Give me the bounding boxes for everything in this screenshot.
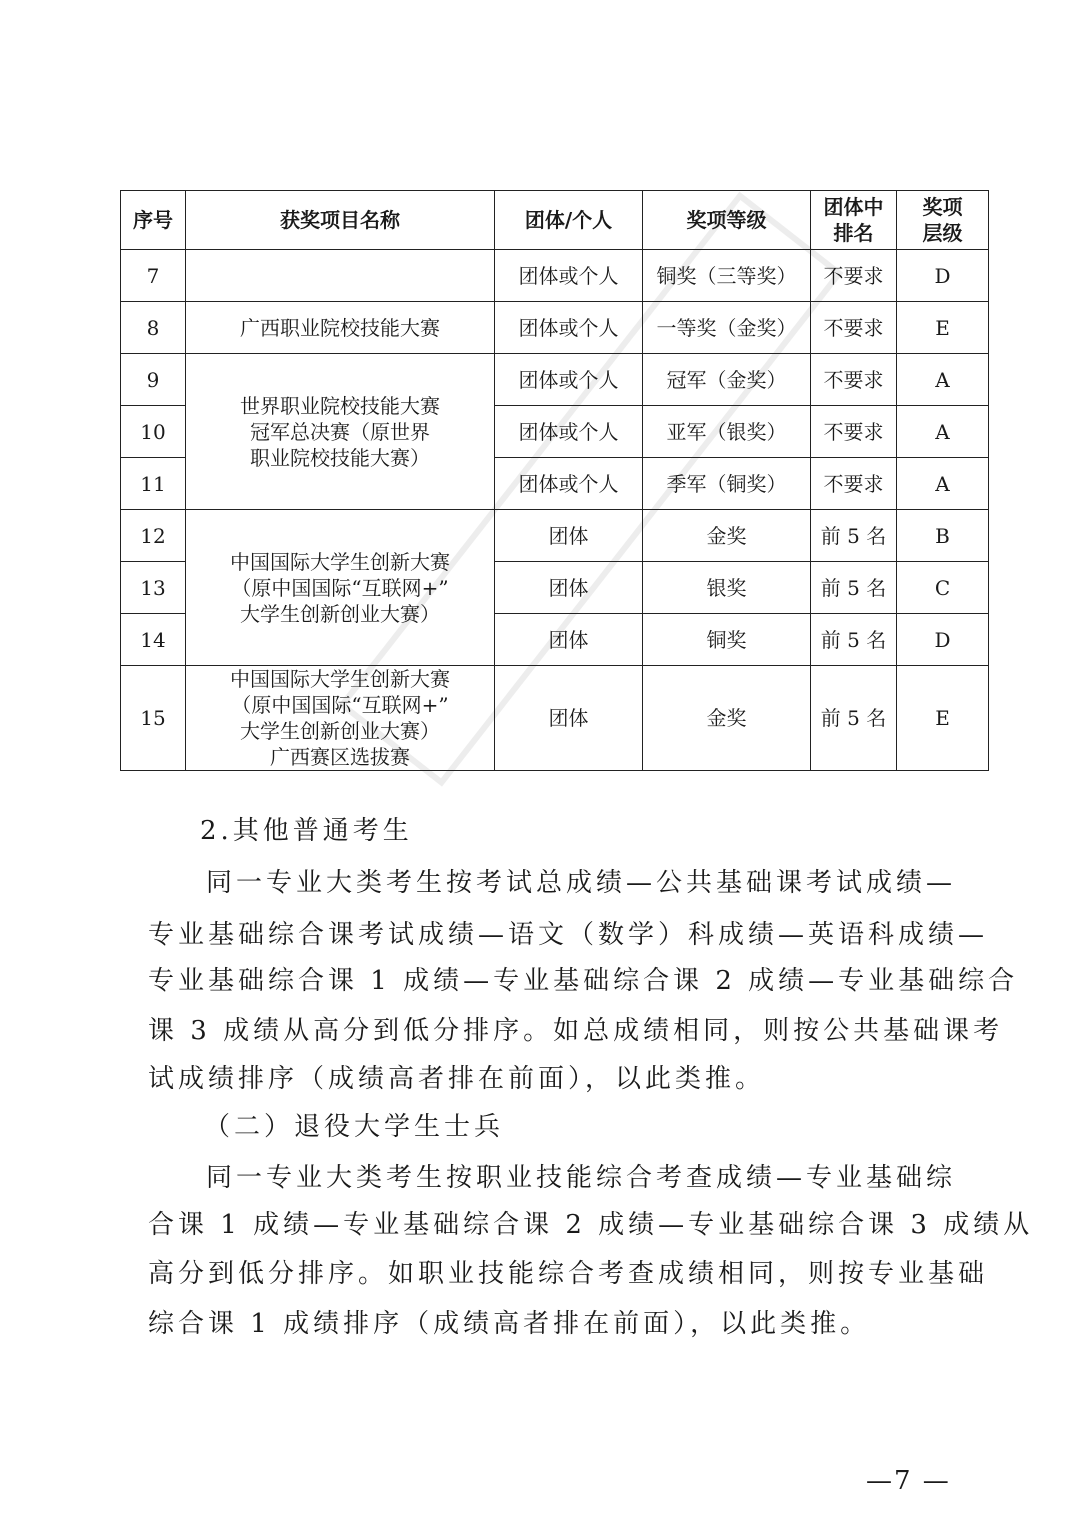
header-award-grade: 奖项等级 [643, 191, 811, 250]
cell-level: D [897, 250, 989, 302]
cell-team: 团体或个人 [495, 458, 643, 510]
cell-grade: 金奖 [643, 510, 811, 562]
cell-level: C [897, 562, 989, 614]
table-header-row [121, 191, 989, 250]
cell-name-guangxi: 中国国际大学生创新大赛 （原中国国际“互联网+” 大学生创新创业大赛） 广西赛区选拔赛 [186, 666, 495, 771]
awards-table [120, 190, 989, 771]
cell-team: 团体 [495, 614, 643, 666]
cell-name-china: 中国国际大学生创新大赛 （原中国国际“互联网+” 大学生创新创业大赛） [186, 510, 495, 666]
cell-team: 团体或个人 [495, 250, 643, 302]
cell-name: 广西职业院校技能大赛 [186, 302, 495, 354]
cell-level: A [897, 354, 989, 406]
cell-no: 11 [121, 458, 186, 510]
cell-rank: 前 5 名 [811, 510, 897, 562]
cell-level: A [897, 458, 989, 510]
cell-level: D [897, 614, 989, 666]
cell-rank: 不要求 [811, 458, 897, 510]
cell-rank: 不要求 [811, 354, 897, 406]
table-row [121, 302, 989, 354]
cell-team: 团体或个人 [495, 302, 643, 354]
cell-rank: 不要求 [811, 302, 897, 354]
paragraph-line: 综合课 1 成绩排序（成绩高者排在前面），以此类推。 [148, 1309, 871, 1339]
table-row [121, 510, 989, 562]
table-row [121, 666, 989, 771]
cell-no: 14 [121, 614, 186, 666]
cell-no: 13 [121, 562, 186, 614]
cell-team: 团体或个人 [495, 354, 643, 406]
header-team-individual: 团体/个人 [495, 191, 643, 250]
cell-name-empty [186, 250, 495, 302]
cell-level: E [897, 302, 989, 354]
cell-no: 12 [121, 510, 186, 562]
paragraph-line: 高分到低分排序。如职业技能综合考查成绩相同，则按专业基础 [148, 1259, 989, 1289]
cell-level: B [897, 510, 989, 562]
cell-team: 团体 [495, 666, 643, 771]
header-award-level: 奖项 层级 [897, 191, 989, 250]
section-heading: 2.其他普通考生 [200, 816, 413, 846]
cell-rank: 前 5 名 [811, 666, 897, 771]
cell-no: 8 [121, 302, 186, 354]
paragraph-line: 同一专业大类考生按职业技能综合考查成绩—专业基础综 [206, 1163, 957, 1193]
paragraph-line: 同一专业大类考生按考试总成绩—公共基础课考试成绩— [206, 868, 957, 898]
header-project-name: 获奖项目名称 [186, 191, 495, 250]
table-row [121, 354, 989, 406]
cell-no: 7 [121, 250, 186, 302]
cell-grade: 铜奖（三等奖） [643, 250, 811, 302]
cell-no: 9 [121, 354, 186, 406]
cell-grade: 一等奖（金奖） [643, 302, 811, 354]
cell-rank: 不要求 [811, 250, 897, 302]
paragraph-line: 课 3 成绩从高分到低分排序。如总成绩相同，则按公共基础课考 [148, 1016, 1004, 1046]
cell-grade: 银奖 [643, 562, 811, 614]
cell-grade: 季军（铜奖） [643, 458, 811, 510]
cell-rank: 不要求 [811, 406, 897, 458]
cell-no: 10 [121, 406, 186, 458]
paragraph-line: 专业基础综合课 1 成绩—专业基础综合课 2 成绩—专业基础综合 [148, 966, 1019, 996]
cell-no: 15 [121, 666, 186, 771]
paragraph-line: 合课 1 成绩—专业基础综合课 2 成绩—专业基础综合课 3 成绩从 [148, 1210, 1034, 1240]
cell-level: E [897, 666, 989, 771]
cell-level: A [897, 406, 989, 458]
cell-grade: 冠军（金奖） [643, 354, 811, 406]
header-team-rank: 团体中 排名 [811, 191, 897, 250]
paragraph-line: 专业基础综合课考试成绩—语文（数学）科成绩—英语科成绩— [148, 920, 989, 950]
cell-team: 团体 [495, 510, 643, 562]
cell-grade: 亚军（银奖） [643, 406, 811, 458]
cell-rank: 前 5 名 [811, 614, 897, 666]
cell-team: 团体 [495, 562, 643, 614]
page-number: —7 — [866, 1466, 951, 1496]
header-no: 序号 [121, 191, 186, 250]
paragraph-line: 试成绩排序（成绩高者排在前面），以此类推。 [148, 1064, 766, 1094]
section-heading: （二）退役大学生士兵 [204, 1112, 505, 1142]
cell-team: 团体或个人 [495, 406, 643, 458]
cell-name-world: 世界职业院校技能大赛 冠军总决赛（原世界 职业院校技能大赛） [186, 354, 495, 510]
cell-grade: 金奖 [643, 666, 811, 771]
cell-grade: 铜奖 [643, 614, 811, 666]
table-row [121, 250, 989, 302]
cell-rank: 前 5 名 [811, 562, 897, 614]
